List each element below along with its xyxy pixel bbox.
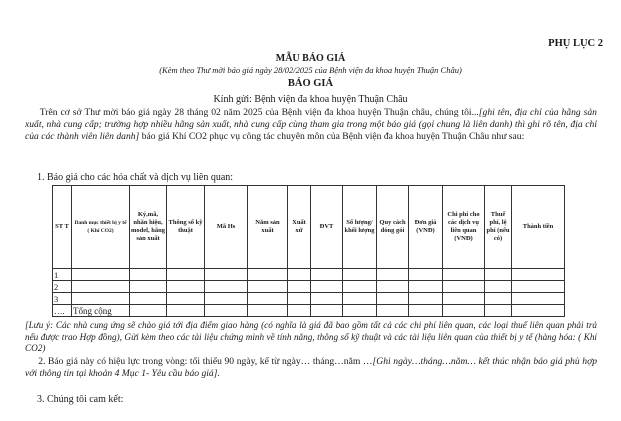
header-cell: Thông số kỹ thuật [167, 186, 205, 269]
row-number: 2 [53, 281, 72, 293]
intro-text: Trên cơ sở Thư mời báo giá ngày 28 tháng 02 năm 2025 của Bệnh viện đa khoa huyện Thuận châu, chúng tôi... [39, 107, 479, 118]
quote-table [52, 185, 565, 317]
section-2-paragraph [25, 356, 597, 380]
header-cell: Thành tiền [512, 186, 565, 269]
header-cell: Chi phí cho các dịch vụ liên quan (VNĐ) [443, 186, 485, 269]
intro-text-end: báo giá Khí CO2 phục vụ công tác chuyên môn của Bệnh viện đa khoa huyện Thuận Châu như sau: [139, 130, 525, 142]
table-row [53, 293, 565, 305]
greeting: Kính gửi: Bệnh viện đa khoa huyện Thuận Châu [213, 94, 408, 105]
section-2-italic-text: [Ghi ngày…tháng…năm… kết thúc nhận báo giá phù hợp với thông tin tại khoản 4 Mục 1- Yêu cầu báo giá]. [25, 356, 597, 379]
header-cell: Xuất xứ [288, 186, 311, 269]
intro-italic-text: [ghi tên, địa chỉ của hãng sản xuất, nhà cung cấp; trường hợp nhiều hãng sản xuất, nhà cung cấp cùng tham gia trong một báo giá (gọi chung là liên danh) thì ghi rõ tên, địa chỉ của các thành viên liên danh] [25, 107, 597, 142]
header-cell: Thuế phí, lệ phí (nếu có) [485, 186, 512, 269]
form-subtitle: (Kèm theo Thư mời báo giá ngày 28/02/2025 của Bệnh viện đa khoa huyện Thuận Châu) [159, 65, 462, 75]
header-cell: Năm sản xuất [248, 186, 288, 269]
header-cell: Danh mục thiết bị y tế ( Khí CO2) [72, 186, 130, 269]
header-cell: Số lượng/ khối lượng [343, 186, 377, 269]
table-total-row [53, 305, 565, 317]
section-3-heading: 3. Chúng tôi cam kết: [37, 394, 124, 405]
quote-title: BÁO GIÁ [287, 78, 334, 89]
header-cell: ĐVT [311, 186, 343, 269]
row-number: 3 [53, 293, 72, 305]
table-row [53, 269, 565, 281]
header-cell: Ký,mã, nhãn hiệu, model, hãng sản xuất [130, 186, 167, 269]
intro-paragraph [25, 107, 597, 142]
table-row [53, 281, 565, 293]
section-2-text: 2. Báo giá này có hiệu lực trong vòng: tối thiểu 90 ngày, kể từ ngày… tháng…năm … [38, 356, 373, 367]
total-prefix: …. [53, 305, 72, 317]
header-cell: Đơn giá (VNĐ) [409, 186, 443, 269]
table-header-row [53, 186, 565, 269]
form-title: MẪU BÁO GIÁ [275, 53, 346, 64]
section-1-heading: 1. Báo giá cho các hóa chất và dịch vụ liên quan: [37, 172, 234, 183]
total-label: Tổng cộng [72, 305, 130, 317]
header-cell: Mã Hs [205, 186, 248, 269]
note-paragraph: [Lưu ý: Các nhà cung ứng sẽ chào giá tới địa điểm giao hàng (có nghĩa là giá đã bao gồm tất cả các chi phí liên quan, các loại thuế liên quan phải trả nếu được trao Hợp đồng), Gửi kèm theo các tài liệu chứng minh về tính năng, thông số kỹ thuật và các tài liệu liên quan của thiết bị y tế (hàng hóa: ( Khí CO2) [25, 320, 597, 353]
appendix-label: PHỤ LỤC 2 [548, 38, 603, 49]
row-number: 1 [53, 269, 72, 281]
header-cell: Quy cách đóng gói [377, 186, 409, 269]
header-cell: ST T [53, 186, 72, 269]
